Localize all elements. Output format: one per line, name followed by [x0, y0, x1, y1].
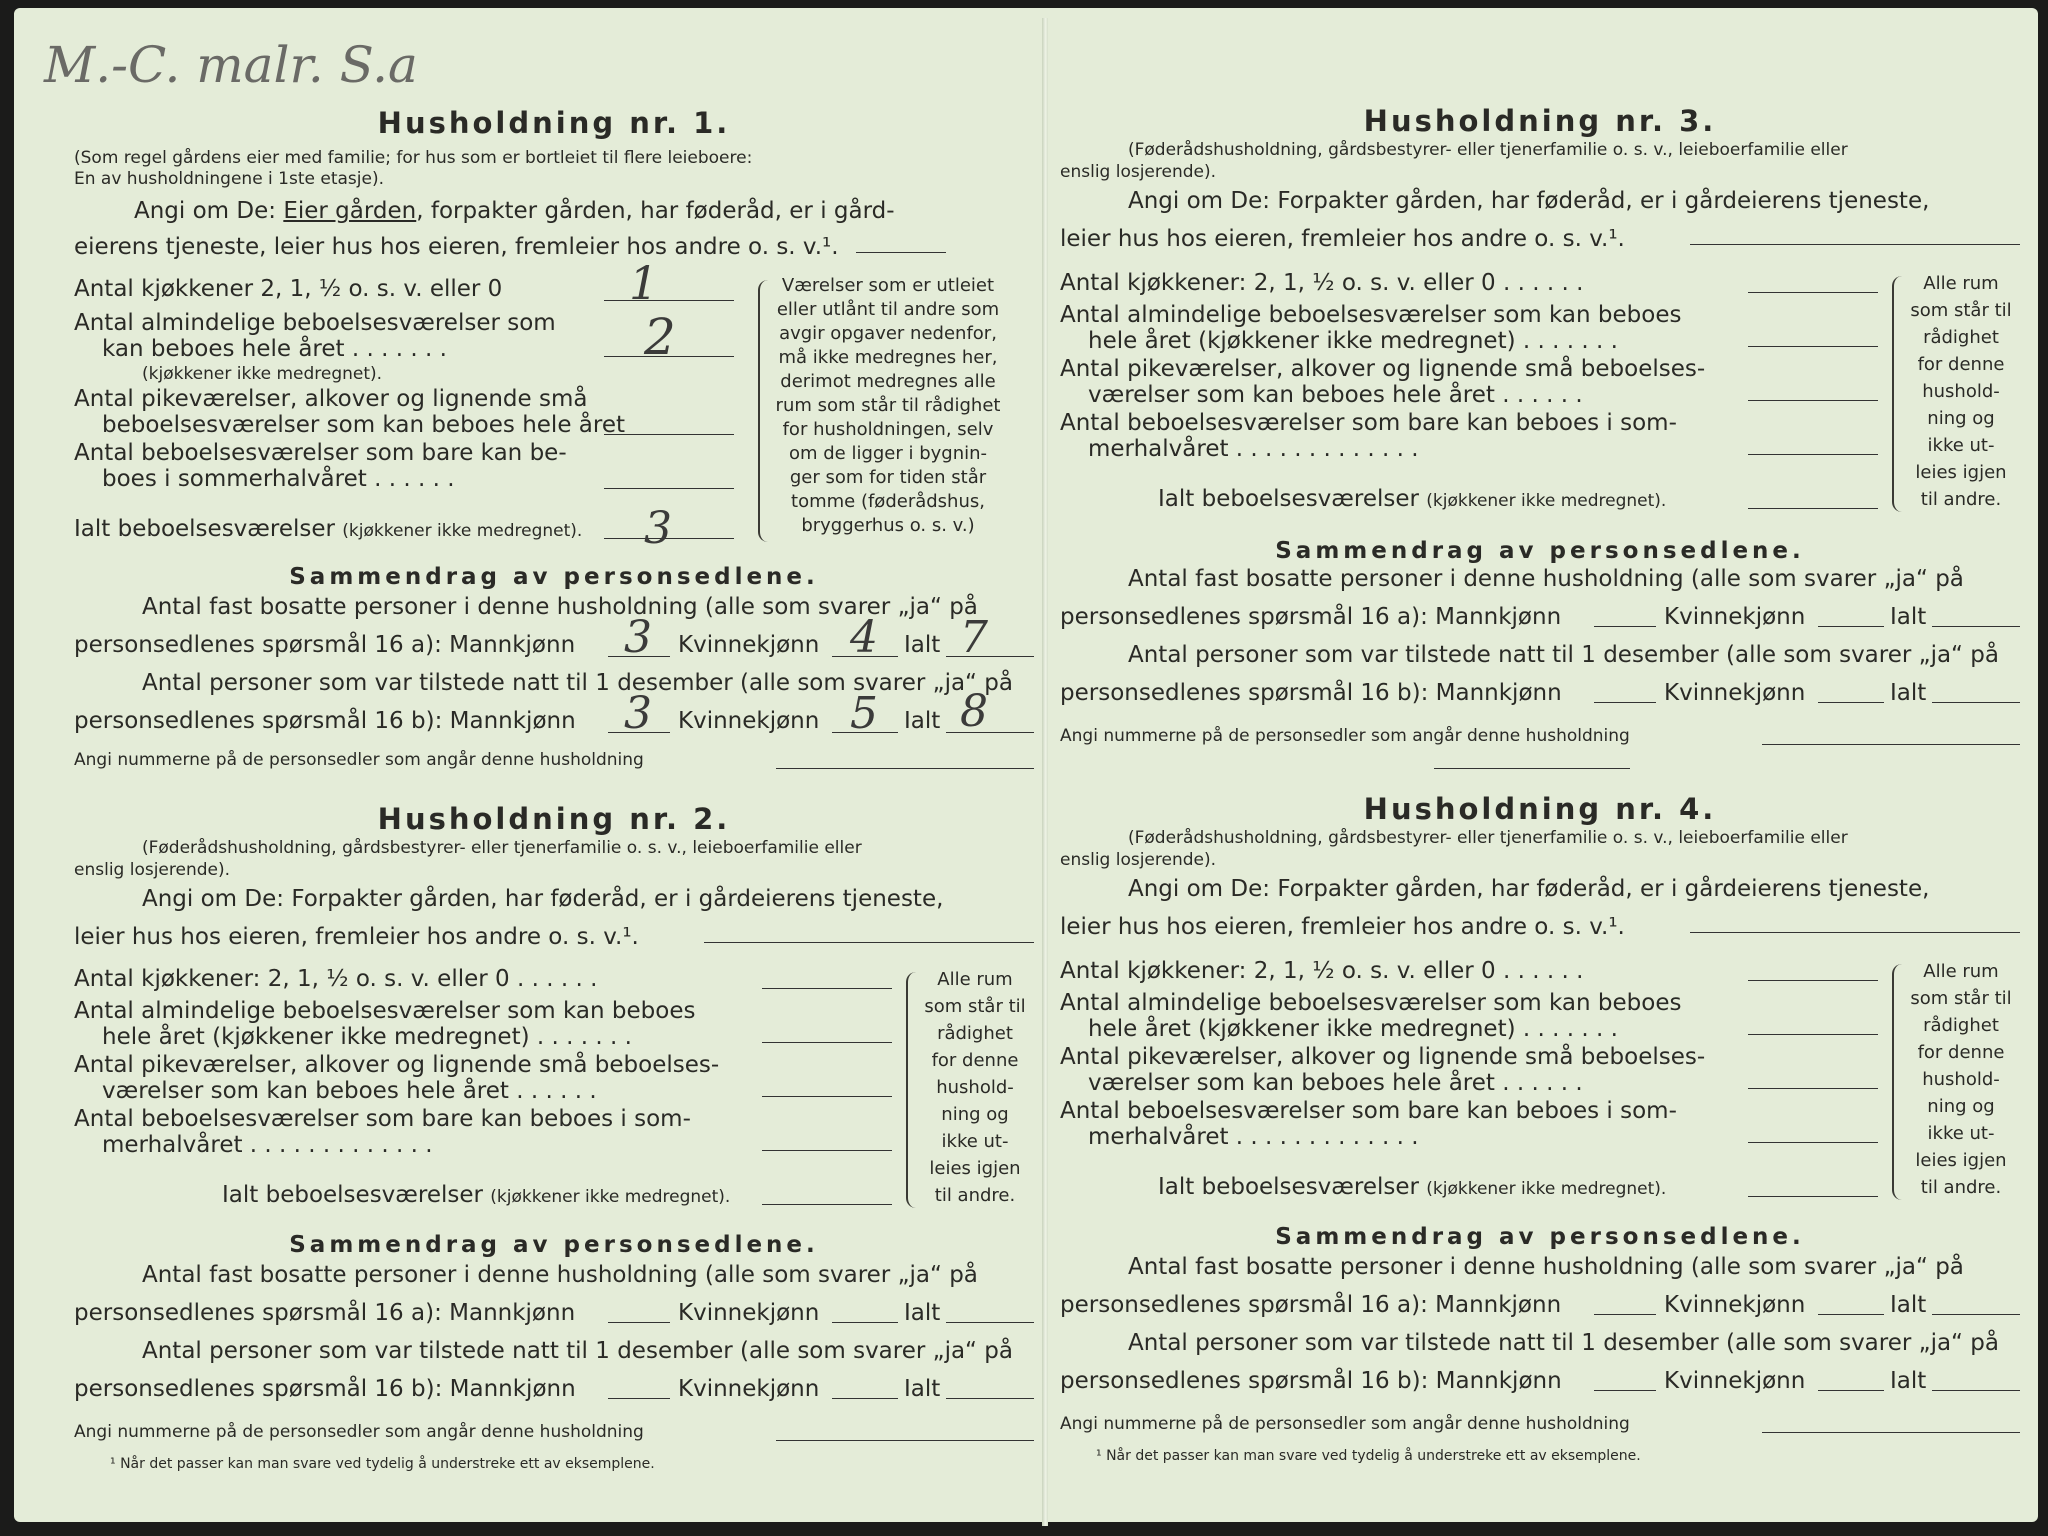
h3-summer-line: [1748, 454, 1878, 455]
h2-maid-1: Antal pikeværelser, alkover og lignende små beboelses-: [74, 1052, 720, 1078]
h3-total-note: (kjøkkener ikke medregnet).: [1426, 491, 1667, 511]
h4-summer-2: merhalvåret . . . . . . . . . . . . .: [1088, 1124, 1419, 1150]
numbers-line-2: [776, 1440, 1034, 1441]
ordinary-rooms-line-2: kan beboes hele året . . . . . . .: [102, 336, 447, 362]
h3-maid-1: Antal pikeværelser, alkover og lignende små beboelses-: [1060, 356, 1706, 382]
household-4-note-2: enslig losjerende).: [1060, 850, 1217, 870]
side-note-line: for husholdningen, selv: [782, 419, 994, 440]
side-note-line: rådighet: [937, 1023, 1013, 1044]
h3-s2-female-label: Kvinnekjønn: [1664, 680, 1806, 706]
h4-total-text: Ialt beboelsesværelser: [1158, 1174, 1419, 1200]
h2-summary-2-line-1: Antal personer som var tilstede natt til 1 desember (alle som svarer „ja“ på: [142, 1338, 1013, 1364]
ask-rest: , forpakter gården, har føderåd, er i gård-: [416, 198, 895, 224]
h2-s1-total-label: Ialt: [904, 1300, 941, 1326]
side-note-1: [774, 274, 1002, 538]
side-note-line: hushold-: [936, 1077, 1014, 1098]
numbers-label-3: Angi nummerne på de personsedler som angår denne husholdning: [1060, 726, 1630, 746]
h2-ask-answer-line: [704, 942, 1034, 943]
total-note: (kjøkkener ikke medregnet).: [342, 521, 583, 541]
numbers-line-3: [1762, 744, 2020, 745]
side-note-line: til andre.: [934, 1185, 1016, 1206]
h2-ordinary-2-text: hele året (kjøkkener ikke medregnet) . . . . . . .: [102, 1024, 632, 1050]
h4-s1-male-line: [1594, 1314, 1656, 1315]
ask-prefix: Angi om De:: [134, 198, 284, 224]
kitchens-value: 1: [629, 256, 659, 310]
h2-kitchens-line: [762, 988, 892, 989]
h4-summary-2-line-2: personsedlenes spørsmål 16 b): Mannkjønn: [1060, 1368, 1562, 1394]
s2-female-label: Kvinnekjønn: [678, 708, 820, 734]
h4-total-note: (kjøkkener ikke medregnet).: [1426, 1179, 1667, 1199]
side-note-line: til andre.: [1920, 1177, 2002, 1198]
side-note-line: må ikke medregnes her,: [778, 347, 998, 368]
separator-line: [1434, 768, 1630, 769]
side-note-line: for denne: [931, 1050, 1019, 1071]
h3-s2-total-line: [1932, 702, 2020, 703]
side-note-line: rådighet: [1923, 327, 1999, 348]
h3-maid-2: værelser som kan beboes hele året . . . . . .: [1088, 382, 1583, 408]
h3-ordinary-line: [1748, 346, 1878, 347]
s1-male-value: 3: [624, 612, 652, 663]
h4-kitchens-line: [1748, 980, 1878, 981]
household-3-note-2: enslig losjerende).: [1060, 162, 1217, 182]
h2-s2-female-label: Kvinnekjønn: [678, 1376, 820, 1402]
h2-s2-female-line: [832, 1398, 898, 1399]
h2-s1-female-line: [832, 1322, 898, 1323]
s2-total-value: 8: [960, 686, 988, 737]
h4-maid-1: Antal pikeværelser, alkover og lignende små beboelses-: [1060, 1044, 1706, 1070]
ask-answer-underlined: Eier gården: [283, 198, 417, 224]
side-note-line: leies igjen: [1915, 1150, 2007, 1171]
h3-summary-2-line-1: Antal personer som var tilstede natt til 1 desember (alle som svarer „ja“ på: [1128, 642, 1999, 668]
summary-title-2: Sammendrag av personsedlene.: [289, 1232, 819, 1258]
h3-summary-1-line-2: personsedlenes spørsmål 16 a): Mannkjønn: [1060, 604, 1562, 630]
household-1-ask-line-2: eierens tjeneste, leier hus hos eieren, fremleier hos andre o. s. v.¹.: [74, 234, 839, 260]
h3-total-text: Ialt beboelsesværelser: [1158, 486, 1419, 512]
h3-maid-line: [1748, 400, 1878, 401]
household-2-ask-line-1: Angi om De: Forpakter gården, har føderåd, er i gårdeierens tjeneste,: [142, 886, 944, 912]
h2-total-label: [222, 1182, 730, 1208]
h3-s1-female-line: [1818, 626, 1884, 627]
side-note-line: for denne: [1917, 1042, 2005, 1063]
summary-1-line-2: [74, 632, 575, 658]
h3-summer-2: merhalvåret . . . . . . . . . . . . .: [1088, 436, 1419, 462]
side-note-line: leies igjen: [929, 1158, 1021, 1179]
side-note-line: Alle rum: [937, 969, 1013, 990]
summary-1-line-1: Antal fast bosatte personer i denne husholdning (alle som svarer „ja“ på: [142, 594, 978, 620]
h2-kitchens-label: Antal kjøkkener: 2, 1, ½ o. s. v. eller 0 . . . . . .: [74, 966, 598, 992]
summary-title-3: Sammendrag av personsedlene.: [1275, 538, 1805, 564]
household-4-ask-line-1: Angi om De: Forpakter gården, har føderåd, er i gårdeierens tjeneste,: [1128, 876, 1930, 902]
side-note-line: til andre.: [1920, 489, 2002, 510]
numbers-line-4: [1762, 1432, 2020, 1433]
s1-prefix: personsedlenes spørsmål 16 a): Mannkjønn: [74, 632, 576, 658]
h3-s1-total-line: [1932, 626, 2020, 627]
side-note-line: ikke ut-: [941, 1131, 1009, 1152]
kitchens-answer-line: [604, 300, 734, 301]
ordinary-rooms-value: 2: [644, 308, 676, 366]
side-note-line: om de ligger i bygnin-: [788, 443, 988, 464]
side-note-line: derimot medregnes alle: [780, 371, 996, 392]
s2-male-value: 3: [624, 688, 652, 739]
h3-s2-male-line: [1594, 702, 1656, 703]
side-note-line: hushold-: [1922, 381, 2000, 402]
side-note-line: ning og: [1927, 1096, 1995, 1117]
h2-s1-male-line: [608, 1322, 670, 1323]
summer-rooms-answer-line: [604, 488, 734, 489]
h2-summary-1-line-2: personsedlenes spørsmål 16 a): Mannkjønn: [74, 1300, 576, 1326]
h2-summary-2-line-2: personsedlenes spørsmål 16 b): Mannkjønn: [74, 1376, 576, 1402]
total-label: Ialt beboelsesværelser: [74, 516, 335, 542]
household-1-title: Husholdning nr. 1.: [377, 106, 731, 140]
h4-summary-1-line-1: Antal fast bosatte personer i denne husholdning (alle som svarer „ja“ på: [1128, 1254, 1964, 1280]
h3-total-line: [1748, 508, 1878, 509]
ask-answer-line: [856, 252, 946, 253]
side-note-2: [916, 966, 1034, 1209]
side-note-line: bryggerhus o. s. v.): [801, 515, 975, 536]
h4-s2-female-label: Kvinnekjønn: [1664, 1368, 1806, 1394]
kitchens-label: Antal kjøkkener 2, 1, ½ o. s. v. eller 0: [74, 276, 503, 302]
h2-ordinary-1: Antal almindelige beboelsesværelser som kan beboes: [74, 998, 696, 1024]
h2-s2-male-line: [608, 1398, 670, 1399]
h3-summary-1-line-1: Antal fast bosatte personer i denne husholdning (alle som svarer „ja“ på: [1128, 566, 1964, 592]
household-2-note-2: enslig losjerende).: [74, 860, 231, 880]
household-1-note-2: En av husholdningene i 1ste etasje).: [74, 169, 385, 189]
h3-summer-1: Antal beboelsesværelser som bare kan beboes i som-: [1060, 410, 1677, 436]
household-4-note-1: (Føderådshusholdning, gårdsbestyrer- eller tjenerfamilie o. s. v., leieboerfamilie eller: [1128, 828, 1848, 848]
margin-note: M.-C. malr. S.a: [44, 36, 418, 94]
right-page: [1050, 8, 2048, 1522]
household-3-note-1: (Føderådshusholdning, gårdsbestyrer- eller tjenerfamilie o. s. v., leieboerfamilie eller: [1128, 140, 1848, 160]
s1-total-label: Ialt: [904, 632, 941, 658]
side-note-line: som står til: [924, 996, 1026, 1017]
side-note-line: ning og: [1927, 408, 1995, 429]
numbers-line-1: [776, 768, 1034, 769]
h2-maid-2: værelser som kan beboes hele året . . . . . .: [102, 1078, 597, 1104]
h3-ordinary-2: hele året (kjøkkener ikke medregnet) . . . . . . .: [1088, 328, 1618, 354]
h3-ask-answer-line: [1690, 244, 2020, 245]
maid-rooms-line-1: Antal pikeværelser, alkover og lignende små: [74, 386, 588, 412]
h4-summary-1-line-2: personsedlenes spørsmål 16 a): Mannkjønn: [1060, 1292, 1562, 1318]
h2-s2-total-label: Ialt: [904, 1376, 941, 1402]
summary-title-4: Sammendrag av personsedlene.: [1275, 1224, 1805, 1250]
side-note-line: ikke ut-: [1927, 435, 1995, 456]
summer-rooms-line-2: boes i sommerhalvåret . . . . . .: [102, 466, 455, 492]
h3-s2-total-label: Ialt: [1890, 680, 1927, 706]
h2-s1-total-line: [946, 1322, 1034, 1323]
s1-total-value: 7: [960, 612, 988, 663]
h4-s1-total-line: [1932, 1314, 2020, 1315]
h2-s1-female-label: Kvinnekjønn: [678, 1300, 820, 1326]
left-page: [44, 8, 1044, 1522]
total-rooms-value: 3: [644, 503, 672, 554]
h4-total-line: [1748, 1196, 1878, 1197]
h2-summer-2: merhalvåret . . . . . . . . . . . . .: [102, 1132, 433, 1158]
s2-female-value: 5: [850, 688, 878, 739]
h4-s1-total-label: Ialt: [1890, 1292, 1927, 1318]
h4-maid-line: [1748, 1088, 1878, 1089]
side-note-line: avgir opgaver nedenfor,: [779, 323, 997, 344]
side-note-line: som står til: [1910, 300, 2012, 321]
total-rooms-label: [74, 516, 582, 542]
summary-2-line-2: personsedlenes spørsmål 16 b): Mannkjønn: [74, 708, 576, 734]
h4-total-label: [1158, 1174, 1666, 1200]
h4-ordinary-1: Antal almindelige beboelsesværelser som kan beboes: [1060, 990, 1682, 1016]
h3-summary-2-line-2: personsedlenes spørsmål 16 b): Mannkjønn: [1060, 680, 1562, 706]
h4-s2-female-line: [1818, 1390, 1884, 1391]
h4-maid-2: værelser som kan beboes hele året . . . . . .: [1088, 1070, 1583, 1096]
side-note-line: ning og: [941, 1104, 1009, 1125]
h4-s2-male-line: [1594, 1390, 1656, 1391]
h2-summer-1: Antal beboelsesværelser som bare kan beboes i som-: [74, 1106, 691, 1132]
h4-summer-1: Antal beboelsesværelser som bare kan beboes i som-: [1060, 1098, 1677, 1124]
numbers-label-4: Angi nummerne på de personsedler som angår denne husholdning: [1060, 1414, 1630, 1434]
h4-summary-2-line-1: Antal personer som var tilstede natt til 1 desember (alle som svarer „ja“ på: [1128, 1330, 1999, 1356]
side-note-line: Alle rum: [1923, 273, 1999, 294]
h2-ordinary-line: [762, 1042, 892, 1043]
h2-summary-1-line-1: Antal fast bosatte personer i denne husholdning (alle som svarer „ja“ på: [142, 1262, 978, 1288]
summary-2-line-1: Antal personer som var tilstede natt til 1 desember (alle som svarer „ja“ på: [142, 670, 1013, 696]
household-2-title: Husholdning nr. 2.: [377, 802, 731, 836]
numbers-label-2: Angi nummerne på de personsedler som angår denne husholdning: [74, 1422, 644, 1442]
side-note-line: for denne: [1917, 354, 2005, 375]
side-note-line: ger som for tiden står: [789, 467, 987, 488]
h2-summer-line: [762, 1150, 892, 1151]
maid-rooms-line-2: beboelsesværelser som kan beboes hele året: [102, 412, 625, 438]
side-note-3: [1902, 270, 2020, 513]
h4-ordinary-line: [1748, 1034, 1878, 1035]
h4-summer-line: [1748, 1142, 1878, 1143]
household-1-note-1: (Som regel gårdens eier med familie; for hus som er bortleiet til flere leieboere:: [74, 148, 753, 168]
h2-maid-line: [762, 1096, 892, 1097]
census-sheet: [14, 8, 2038, 1522]
s1-female-label: Kvinnekjønn: [678, 632, 820, 658]
household-1-ask-line-1: [134, 198, 895, 224]
h3-total-label: [1158, 486, 1666, 512]
household-2-ask-line-2: leier hus hos eieren, fremleier hos andre o. s. v.¹.: [74, 924, 639, 950]
household-3-ask-line-1: Angi om De: Forpakter gården, har føderåd, er i gårdeierens tjeneste,: [1128, 188, 1930, 214]
side-note-4: [1902, 958, 2020, 1201]
h3-kitchens-label: Antal kjøkkener: 2, 1, ½ o. s. v. eller 0 . . . . . .: [1060, 270, 1584, 296]
household-4-ask-line-2: leier hus hos eieren, fremleier hos andre o. s. v.¹.: [1060, 914, 1625, 940]
summary-title-1: Sammendrag av personsedlene.: [289, 564, 819, 590]
household-3-ask-line-2: leier hus hos eieren, fremleier hos andre o. s. v.¹.: [1060, 226, 1625, 252]
maid-rooms-answer-line: [604, 434, 734, 435]
side-note-line: leies igjen: [1915, 462, 2007, 483]
household-3-title: Husholdning nr. 3.: [1363, 104, 1717, 138]
h2-total-text: Ialt beboelsesværelser: [222, 1182, 483, 1208]
h4-kitchens-label: Antal kjøkkener: 2, 1, ½ o. s. v. eller 0 . . . . . .: [1060, 958, 1584, 984]
numbers-label-1: Angi nummerne på de personsedler som angår denne husholdning: [74, 750, 644, 770]
h4-s1-female-label: Kvinnekjønn: [1664, 1292, 1806, 1318]
side-note-line: Værelser som er utleiet: [781, 275, 995, 296]
h3-kitchens-line: [1748, 292, 1878, 293]
side-note-line: som står til: [1910, 988, 2012, 1009]
h3-s1-female-label: Kvinnekjønn: [1664, 604, 1806, 630]
h3-s1-male-line: [1594, 626, 1656, 627]
footnote-left: ¹ Når det passer kan man svare ved tydelig å understreke ett av eksemplene.: [110, 1456, 655, 1472]
s1-female-value: 4: [850, 612, 878, 663]
ordinary-rooms-line-1: Antal almindelige beboelsesværelser som: [74, 310, 556, 336]
side-note-brace: [758, 280, 772, 542]
side-note-line: tomme (føderådshus,: [791, 491, 985, 512]
h3-s1-total-label: Ialt: [1890, 604, 1927, 630]
h2-s2-total-line: [946, 1398, 1034, 1399]
side-note-line: eller utlånt til andre som: [776, 299, 1000, 320]
h3-s2-female-line: [1818, 702, 1884, 703]
s2-total-label: Ialt: [904, 708, 941, 734]
h3-ordinary-1: Antal almindelige beboelsesværelser som kan beboes: [1060, 302, 1682, 328]
household-2-note-1: (Føderådshusholdning, gårdsbestyrer- eller tjenerfamilie o. s. v., leieboerfamilie eller: [142, 838, 862, 858]
side-note-line: Alle rum: [1923, 961, 1999, 982]
h4-ordinary-2: hele året (kjøkkener ikke medregnet) . . . . . . .: [1088, 1016, 1618, 1042]
h4-s2-total-line: [1932, 1390, 2020, 1391]
side-note-line: hushold-: [1922, 1069, 2000, 1090]
ordinary-rooms-note: (kjøkkener ikke medregnet).: [142, 364, 383, 384]
h2-ordinary-2: [102, 1024, 632, 1050]
side-note-line: rum som står til rådighet: [775, 395, 1001, 416]
household-4-title: Husholdning nr. 4.: [1363, 792, 1717, 826]
h4-ask-answer-line: [1690, 932, 2020, 933]
side-note-line: rådighet: [1923, 1015, 1999, 1036]
footnote-right: ¹ Når det passer kan man svare ved tydelig å understreke ett av eksemplene.: [1096, 1448, 1641, 1464]
side-note-line: ikke ut-: [1927, 1123, 1995, 1144]
h2-total-line: [762, 1204, 892, 1205]
h4-s2-total-label: Ialt: [1890, 1368, 1927, 1394]
summer-rooms-line-1: Antal beboelsesværelser som bare kan be-: [74, 440, 567, 466]
h2-total-note: (kjøkkener ikke medregnet).: [490, 1187, 731, 1207]
h4-s1-female-line: [1818, 1314, 1884, 1315]
